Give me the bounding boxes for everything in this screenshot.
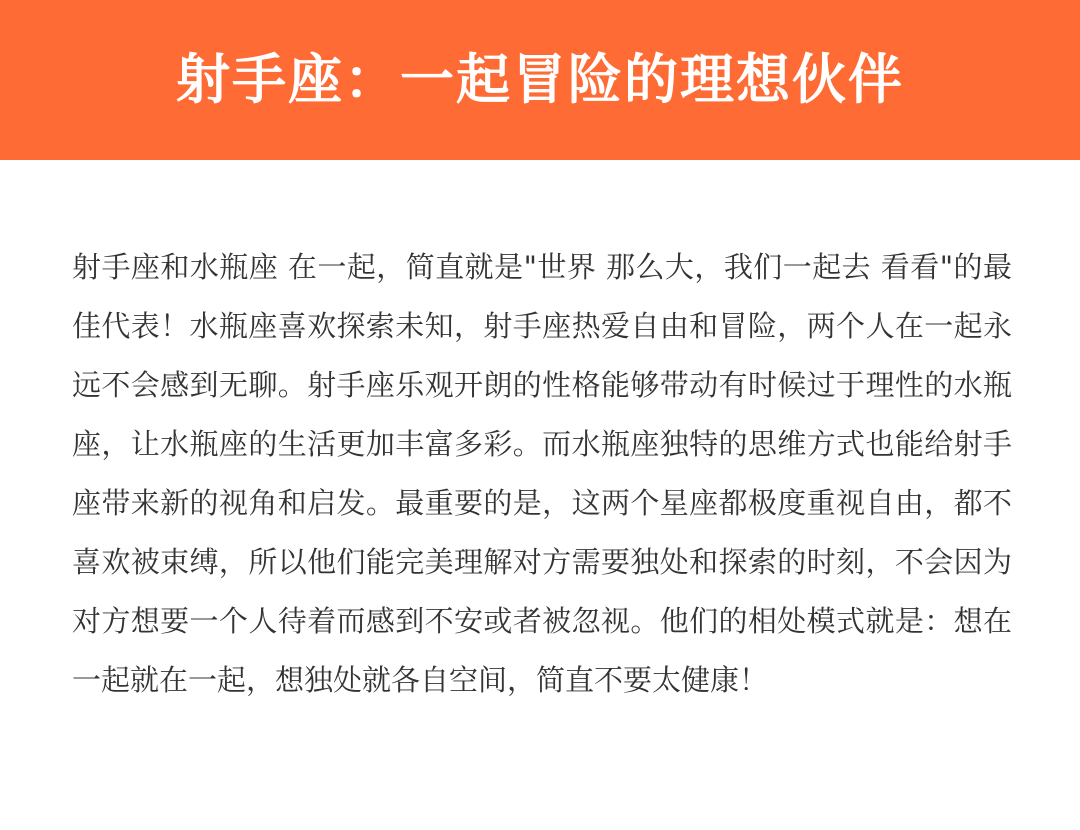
article-paragraph: 射手座和水瓶座 在一起，简直就是"世界 那么大，我们一起去 看看"的最佳代表！水瓶座喜欢探索未知，射手座热爱自由和冒险，两个人在一起永远不会感到无聊。射手座乐观开朗的性格能够带动有时候过于理性的水瓶座，让水瓶座的生活更加丰富多彩。而水瓶座独特的思维方式也能给射手座带来新的视角和启发。最重要的是，这两个星座都极度重视自由，都不喜欢被束缚，所以他们能完美理解对方需要独处和探索的时刻，不会因为对方想要一个人待着而感到不安或者被忽视。他们的相处模式就是：想在一起就在一起，想独处就各自空间，简直不要太健康！: [72, 250, 1012, 697]
page-title: 射手座：一起冒险的理想伙伴: [176, 48, 904, 111]
header-banner: [0, 0, 1080, 160]
